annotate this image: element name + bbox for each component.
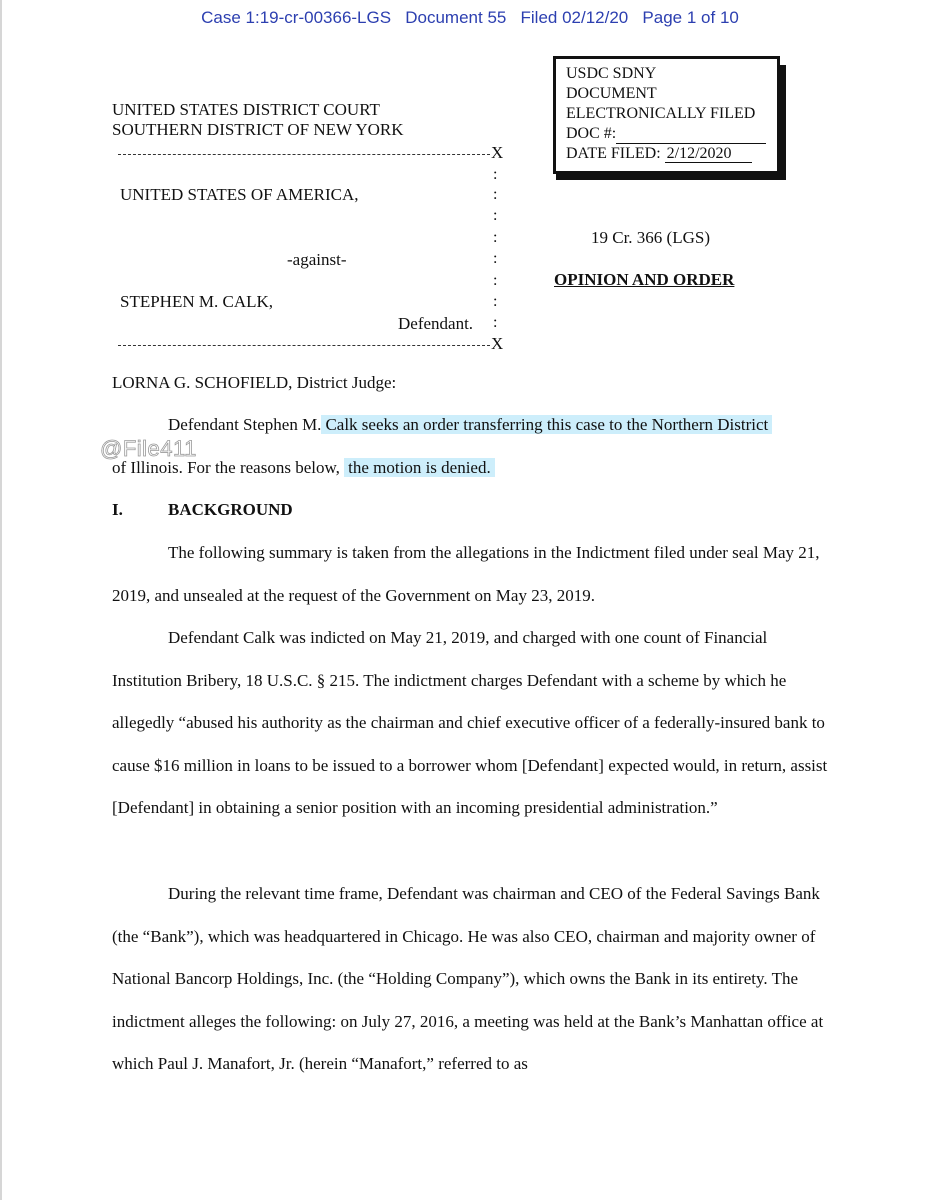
caption-x-top: X: [491, 143, 504, 162]
section-numeral: I.: [112, 500, 123, 519]
stamp-doc-label: DOC #:: [566, 125, 617, 142]
caption-colon: :: [493, 272, 498, 289]
stamp-date-value: 2/12/2020: [665, 145, 752, 163]
watermark: @File411: [100, 436, 197, 461]
paragraph-text: The following summary is taken from the allegations in the Indictment filed under seal May 21, 2019, and unsealed at the request of the Government on May 23, 2019.: [112, 543, 820, 605]
filing-stamp: [553, 56, 780, 174]
body-paragraph: [112, 617, 832, 830]
stamp-date-label: DATE FILED:: [566, 145, 661, 162]
stamp-doc-blank: [616, 127, 766, 144]
section-heading: BACKGROUND: [168, 500, 293, 519]
stamp-line-2: DOCUMENT: [566, 85, 657, 102]
caption-defendant: STEPHEN M. CALK,: [120, 292, 274, 311]
caption-x-bottom: X: [491, 334, 504, 353]
judge-line: LORNA G. SCHOFIELD, District Judge:: [112, 373, 397, 392]
paragraph-text: During the relevant time frame, Defendant was chairman and CEO of the Federal Savings Bank (the “Bank”), which was headquartered in Chicago. He was also CEO, chairman and majority owner of National Bancorp Holdings, Inc. (the “Holding Company”), which owns the Bank in its entirety. The indictment alleges the following: on July 27, 2016, a meeting was held at the Bank’s Manhattan office at which Paul J. Manafort, Jr. (herein “Manafort,” referred to as: [112, 884, 824, 1073]
stamp-line-1: USDC SDNY: [566, 65, 657, 82]
highlighted-text: Calk seeks an order transferring this case to the Northern District: [321, 415, 772, 434]
caption-defendant-role: Defendant.: [398, 314, 474, 333]
body-paragraph: [112, 873, 832, 1086]
caption-colon: :: [493, 250, 498, 267]
stamp-line-3: ELECTRONICALLY FILED: [566, 105, 756, 122]
court-name-line-1: UNITED STATES DISTRICT COURT: [112, 100, 380, 119]
stamp-date-filed: [566, 144, 777, 164]
caption-colon: :: [493, 186, 498, 203]
ecf-header: Case 1:19-cr-00366-LGS Document 55 Filed 02/12/20 Page 1 of 10: [201, 8, 739, 27]
caption-colon: :: [493, 166, 498, 183]
caption-colon: :: [493, 314, 498, 331]
caption-top-rule: [118, 154, 490, 155]
paragraph-text: Defendant Calk was indicted on May 21, 2019, and charged with one count of Financial Institution Bribery, 18 U.S.C. § 215. The indictment charges Defendant with a scheme by which he allegedly “abused his authority as the chairman and chief executive officer of a federally-insured bank to cause $16 million in loans to be issued to a borrower whom [Defendant] expected would, in return, assist [Defendant] in obtaining a senior position with an incoming presidential administration.”: [112, 628, 828, 817]
case-number: 19 Cr. 366 (LGS): [591, 228, 710, 247]
intro-text: Defendant Stephen M.: [168, 415, 322, 434]
intro-paragraph: [112, 404, 832, 489]
caption-bottom-rule: [118, 345, 490, 346]
highlighted-text: the motion is denied.: [344, 458, 495, 477]
page-edge: [0, 0, 2, 1200]
caption-plaintiff: UNITED STATES OF AMERICA,: [120, 185, 359, 204]
body-paragraph: [112, 532, 832, 617]
caption-colon: :: [493, 207, 498, 224]
stamp-doc-number: [566, 124, 777, 144]
caption-colon: :: [493, 293, 498, 310]
caption-colon: :: [493, 229, 498, 246]
caption-versus: -against-: [287, 250, 347, 269]
document-title: OPINION AND ORDER: [554, 270, 735, 289]
intro-text: of Illinois. For the reasons below,: [112, 457, 340, 477]
court-name-line-2: SOUTHERN DISTRICT OF NEW YORK: [112, 120, 404, 139]
